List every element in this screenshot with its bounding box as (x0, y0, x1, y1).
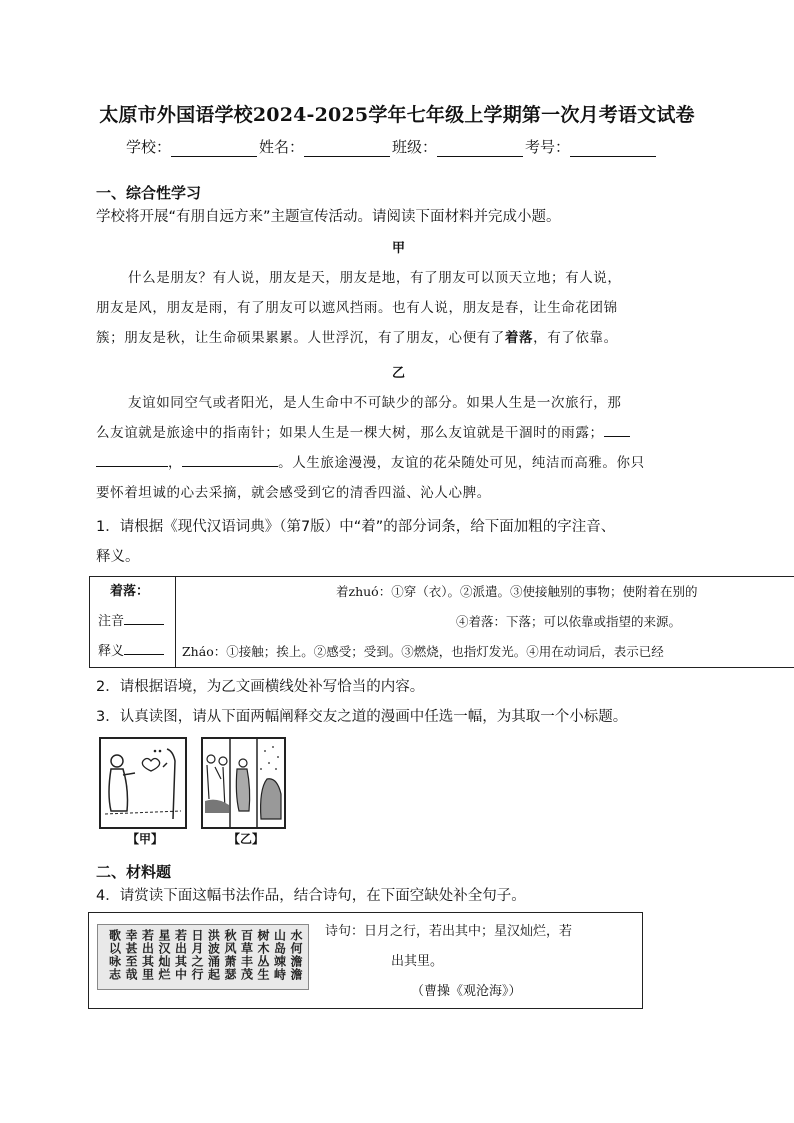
jia-line-1: 什么是朋友？有人说，朋友是天，朋友是地，有了朋友可以顶天立地；有人说， (128, 270, 622, 286)
section1-heading: 一、综合性学习 (96, 184, 202, 202)
calligraphy-column: 水何澹澹 (289, 929, 303, 981)
calligraphy-column: 星汉灿烂 (157, 929, 171, 981)
student-info-row (126, 136, 658, 157)
yi-line-4: 要怀着坦诚的心去采摘，就会感受到它的清香四溢、沁人心脾。 (96, 485, 491, 501)
dict-entry-zhuo: 着zhuó：①穿（衣）。②派遣。③使接触别的事物；使附着在别的 (336, 584, 698, 599)
table-right-cell (176, 577, 794, 668)
dictionary-table (89, 576, 794, 668)
yi-line-2: 么友谊就是旅途中的指南针；如果人生是一棵大树，那么友谊就是干涸时的雨露； (96, 418, 716, 448)
material-yi-mark: 乙 (392, 366, 406, 381)
name-label: 姓名： (259, 138, 305, 156)
calligraphy-column: 百草丰茂 (239, 929, 254, 981)
name-blank[interactable] (304, 140, 390, 157)
calligraphy-column: 歌以咏志 (107, 929, 122, 981)
material-jia (96, 263, 716, 353)
number-blank[interactable] (570, 140, 656, 157)
calligraphy-column: 日月之行 (190, 929, 204, 981)
yi-blank-part3[interactable] (182, 452, 278, 467)
jia-line-2: 朋友是风，朋友是雨，有了朋友可以遮风挡雨。也有人说，朋友是春，让生命花团锦 (96, 300, 618, 316)
question-3: 3．认真读图，请从下面两幅阐释交友之道的漫画中任选一幅，为其取一个小标题。 (96, 709, 628, 725)
poem-line-2: 出其里。 (391, 954, 444, 969)
jia-line-3: 簇；朋友是秋，让生命硕果累累。人世浮沉，有了朋友，心便有了着落，有了依靠。 (96, 330, 618, 346)
school-label: 学校： (126, 138, 172, 156)
cartoon-jia-drawing (101, 739, 185, 827)
cartoon-jia (99, 737, 187, 829)
dict-entry-zhao: Zháo：①接触；挨上。②感受；受到。③燃烧，也指灯发光。④用在动词后，表示已经 (182, 644, 664, 659)
school-blank[interactable] (171, 140, 257, 157)
cartoon-yi-drawing (203, 739, 284, 827)
cartoon-jia-label: 【甲】 (127, 832, 164, 846)
calligraphy-column: 幸甚至哉 (124, 929, 138, 981)
number-label: 考号： (525, 138, 571, 156)
yi-line-1: 友谊如同空气或者阳光，是人生命中不可缺少的部分。如果人生是一次旅行，那 (128, 395, 622, 411)
exam-title: 太原市外国语学校2024-2025学年七年级上学期第一次月考语文试卷 (99, 104, 695, 126)
dict-entry-zhuoluo: ④着落：下落；可以依靠或指望的来源。 (456, 614, 682, 629)
calligraphy-column: 山岛竦峙 (272, 929, 287, 981)
calligraphy-column: 若出其中 (173, 929, 188, 981)
calligraphy-column: 洪波涌起 (206, 929, 221, 981)
cartoon-yi-label: 【乙】 (228, 832, 265, 846)
dictionary-table-wrap (89, 576, 794, 669)
calligraphy-column: 秋风萧瑟 (223, 929, 237, 981)
poem-text (325, 917, 572, 1007)
material-yi (96, 388, 716, 508)
poem-line-1: 诗句：日月之行，若出其中；星汉灿烂，若 (325, 924, 573, 939)
calligraphy-column: 若出其里 (140, 929, 155, 981)
question-1-cont: 释义。 (96, 549, 140, 565)
question-4: 4．请赏读下面这幅书法作品，结合诗句，在下面空缺处补全句子。 (96, 888, 526, 904)
table-left-cell (90, 577, 176, 668)
yi-blank-part1[interactable] (604, 422, 630, 437)
class-blank[interactable] (437, 140, 523, 157)
material-jia-mark: 甲 (392, 241, 406, 256)
calligraphy-column: 树木丛生 (256, 929, 270, 981)
cartoon-yi (201, 737, 286, 829)
calligraphy-image (97, 924, 309, 990)
section1-intro: 学校将开展“有朋自远方来”主题宣传活动。请阅读下面材料并完成小题。 (96, 209, 561, 225)
yi-blank-part2[interactable] (96, 452, 168, 467)
pinyin-label: 注音 (98, 614, 125, 629)
question-1: 1．请根据《现代汉语词典》（第7版）中“着”的部分词条，给下面加粗的字注音、 (96, 519, 616, 535)
meaning-label: 释义 (98, 644, 125, 659)
bold-word-zhuoluo: 着落 (504, 330, 534, 346)
table-word: 着落： (110, 584, 150, 599)
pinyin-blank[interactable] (124, 612, 164, 625)
section2-heading: 二、材料题 (96, 863, 172, 881)
poem-source: （曹操《观沧海》） (411, 984, 522, 999)
question-2: 2．请根据语境，为乙文画横线处补写恰当的内容。 (96, 679, 425, 695)
yi-line-3: ， 。人生旅途漫漫，友谊的花朵随处可见，纯洁而高雅。你只 (96, 448, 716, 478)
class-label: 班级： (392, 138, 438, 156)
meaning-blank[interactable] (124, 642, 164, 655)
calligraphy-box (88, 912, 643, 1009)
